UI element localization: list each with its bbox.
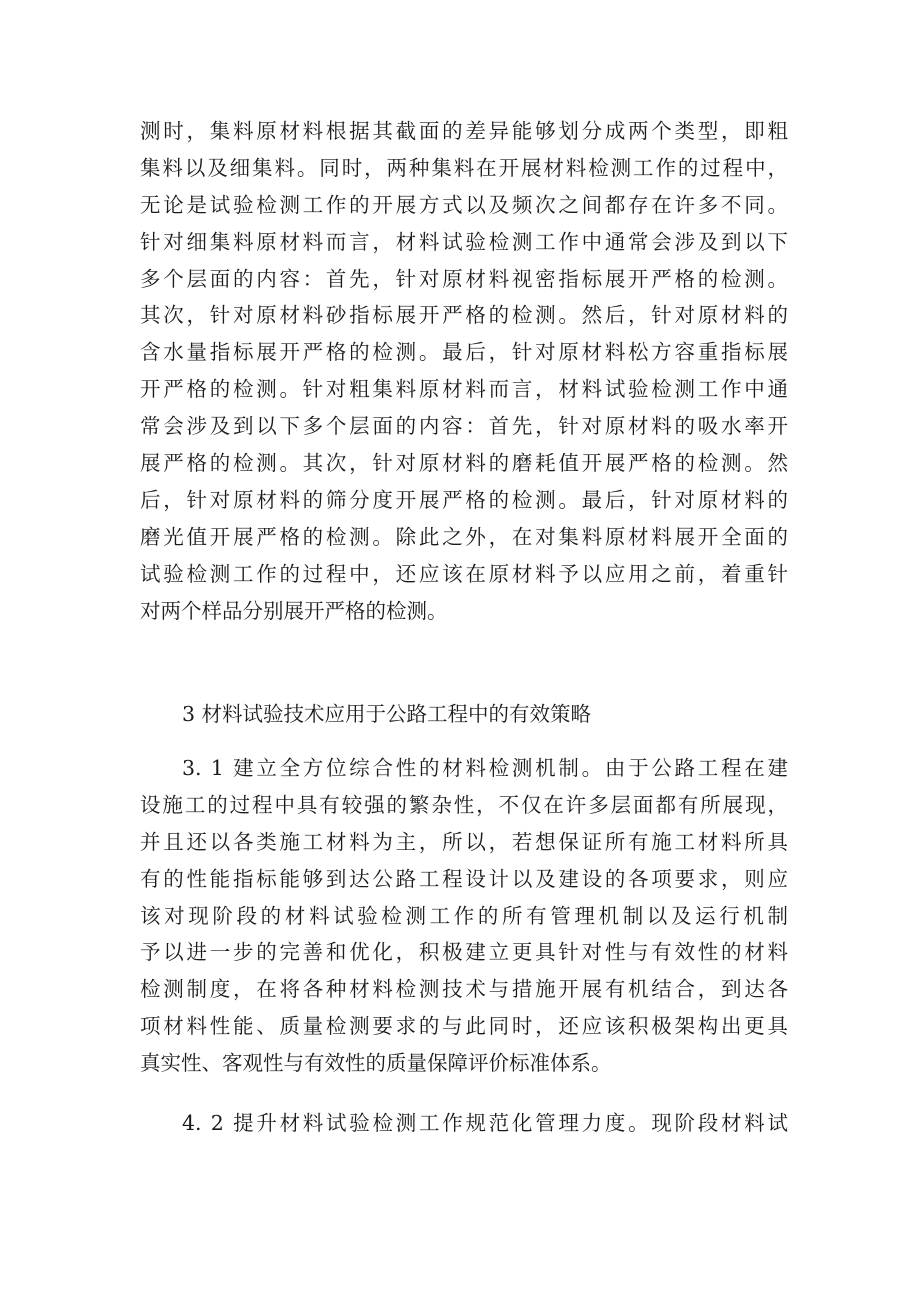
paragraph-line: 设施工的过程中具有较强的繁杂性，不仅在许多层面都有所展现， <box>140 792 788 817</box>
paragraph-line: 有的性能指标能够到达公路工程设计以及建设的各项要求，则应 <box>140 866 788 891</box>
section-heading-3: 3 材料试验技术应用于公路工程中的有效策略 <box>182 702 592 726</box>
paragraph-line: 磨光值开展严格的检测。除此之外，在对集料原材料展开全面的 <box>140 524 788 549</box>
paragraph-line: 含水量指标展开严格的检测。最后，针对原材料松方容重指标展 <box>140 340 788 365</box>
paragraph-line: 该对现阶段的材料试验检测工作的所有管理机制以及运行机制 <box>140 903 788 928</box>
paragraph-line: 常会涉及到以下多个层面的内容：首先，针对原材料的吸水率开 <box>140 414 788 439</box>
paragraph-line: 针对细集料原材料而言，材料试验检测工作中通常会涉及到以下 <box>140 229 788 254</box>
paragraph-line: 后，针对原材料的筛分度开展严格的检测。最后，针对原材料的 <box>140 487 788 512</box>
paragraph-line: 多个层面的内容：首先，针对原材料视密指标展开严格的检测。 <box>140 266 788 291</box>
paragraph-line: 其次，针对原材料砂指标展开严格的检测。然后，针对原材料的 <box>140 303 788 328</box>
paragraph-line: 对两个样品分别展开严格的检测。 <box>140 598 448 623</box>
paragraph-aggregate-testing <box>140 113 788 629</box>
paragraph-line: 3. 1 建立全方位综合性的材料检测机制。由于公路工程在建 <box>182 756 788 780</box>
paragraph-line: 检测制度，在将各种材料检测技术与措施开展有机结合，到达各 <box>140 977 788 1002</box>
paragraph-line: 无论是试验检测工作的开展方式以及频次之间都存在许多不同。 <box>140 192 788 217</box>
paragraph-line: 予以进一步的完善和优化，积极建立更具针对性与有效性的材料 <box>140 940 788 965</box>
paragraph-line: 集料以及细集料。同时，两种集料在开展材料检测工作的过程中， <box>140 155 788 180</box>
paragraph-line: 试验检测工作的过程中，还应该在原材料予以应用之前，着重针 <box>140 561 788 586</box>
paragraph-line: 测时，集料原材料根据其截面的差异能够划分成两个类型，即粗 <box>140 119 788 143</box>
paragraph-line: 项材料性能、质量检测要求的与此同时，还应该积极架构出更具 <box>140 1014 788 1039</box>
paragraph-line: 真实性、客观性与有效性的质量保障评价标准体系。 <box>140 1051 612 1076</box>
paragraph-section-4-2 <box>140 1105 788 1142</box>
paragraph-line: 4. 2 提升材料试验检测工作规范化管理力度。现阶段材料试 <box>182 1111 788 1135</box>
paragraph-line: 并且还以各类施工材料为主，所以，若想保证所有施工材料所具 <box>140 829 788 854</box>
paragraph-line: 展严格的检测。其次，针对原材料的磨耗值开展严格的检测。然 <box>140 451 788 476</box>
paragraph-line: 开严格的检测。针对粗集料原材料而言，材料试验检测工作中通 <box>140 377 788 402</box>
paragraph-section-3-1 <box>140 750 788 1082</box>
